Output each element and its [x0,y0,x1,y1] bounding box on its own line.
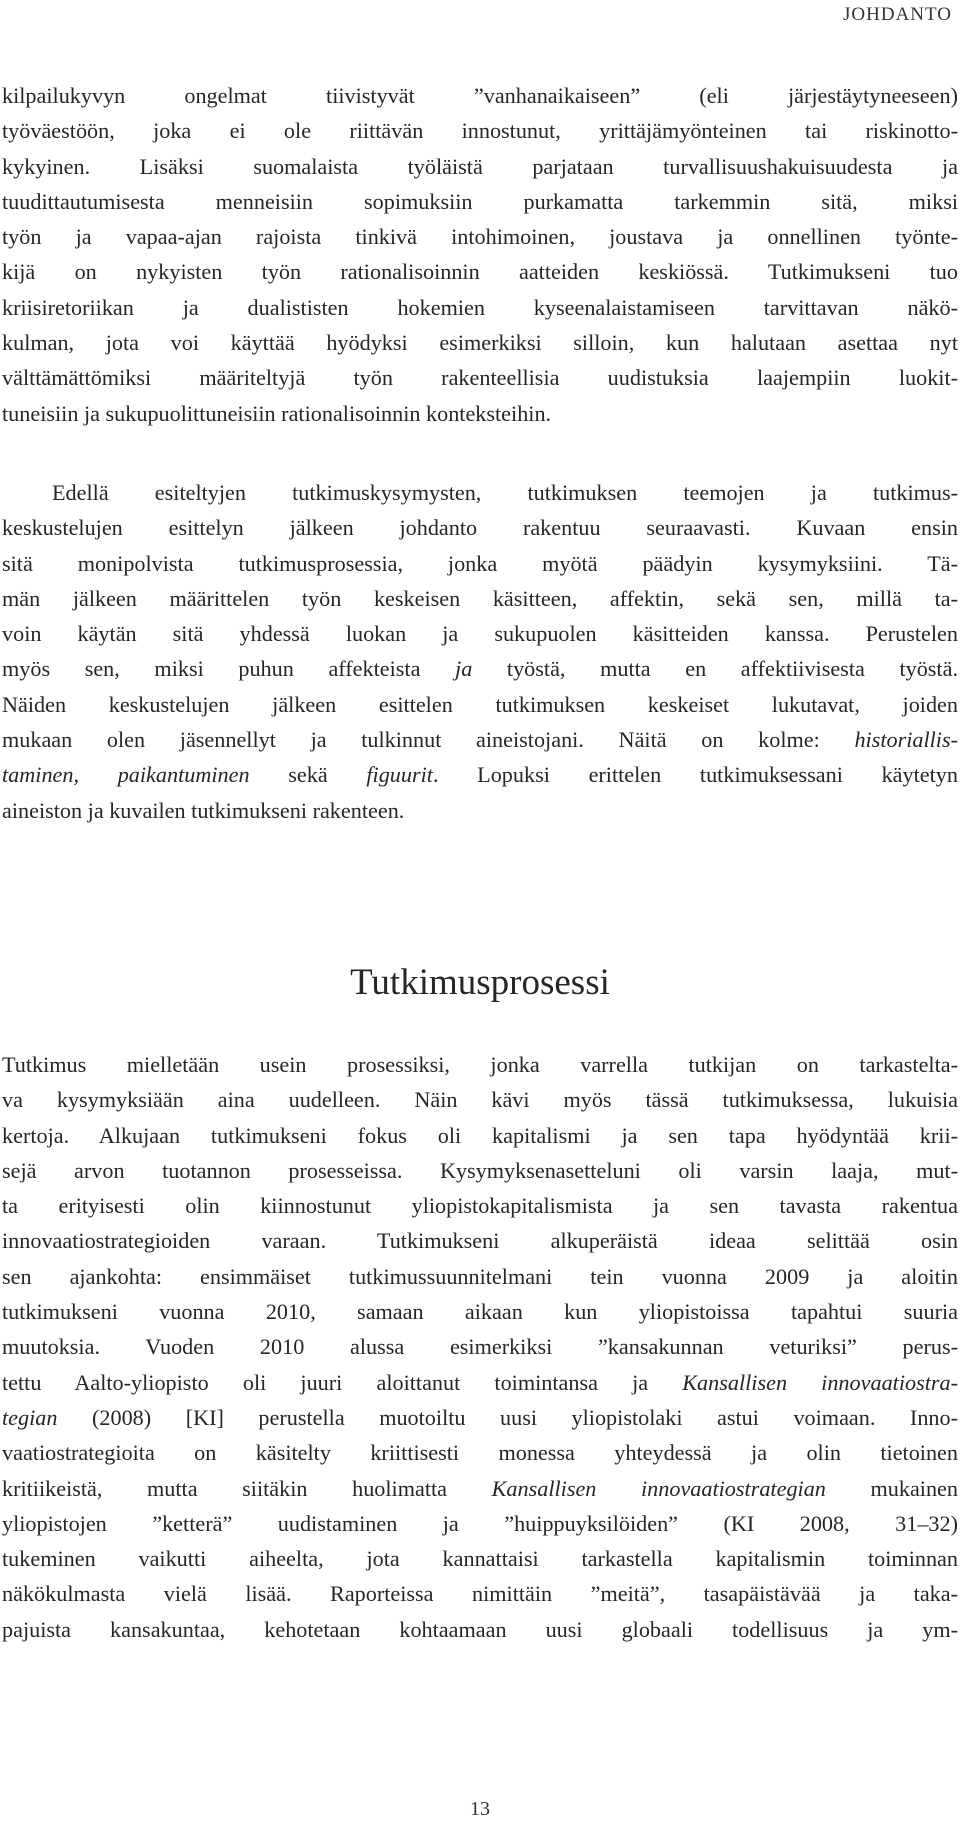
text-line: muutoksia. Vuoden 2010 alussa esimerkiksi ”kansakunnan veturiksi” perus- [2,1334,958,1360]
text-line: kilpailukyvyn ongelmat tiivistyvät ”vanhanaikaiseen” (eli järjestäytyneeseen) [2,83,958,108]
text-line: kijä on nykyisten työn rationalisoinnin aatteiden keskiössä. Tutkimukseni tuo [2,259,958,285]
text-run: myös sen, miksi puhun affekteista [2,656,456,682]
text-line: voin käytän sitä yhdessä luokan ja sukupuolen käsitteiden kanssa. Perustelen [2,621,958,647]
paragraph-2 [0,475,960,828]
text-run: kritiikeistä, mutta siitäkin huolimatta [2,1475,492,1501]
text-line: aineiston ja kuvailen tutkimukseni rakenteen. [2,797,405,823]
page-number: 13 [470,1798,490,1820]
section-heading: Tutkimusprosessi [350,962,610,1003]
text-line: kulman, jota voi käyttää hyödyksi esimerkiksi silloin, kun halutaan asettaa nyt [2,330,958,356]
italic-term: figuurit [366,762,433,788]
text-line: innovaatiostrategioiden varaan. Tutkimukseni alkuperäistä ideaa selittää osin [2,1228,958,1254]
text-line: män jälkeen määrittelen työn keskeisen käsitteen, affektin, sekä sen, millä ta- [2,585,958,611]
paragraph-3 [0,1047,960,1647]
text-line: tukeminen vaikutti aiheelta, jota kannattaisi tarkastella kapitalismin toiminnan [2,1546,958,1572]
text-line: näkökulmasta vielä lisää. Raporteissa nimittäin ”meitä”, tasapäistävää ja taka- [2,1581,958,1607]
text-line [0,1471,960,1506]
text-line: tutkimukseni vuonna 2010, samaan aikaan kun yliopistoissa tapahtui suuria [2,1299,958,1325]
text-line: Edellä esiteltyjen tutkimuskysymysten, tutkimuksen teemojen ja tutkimus- [52,480,958,505]
italic-term: historiallis- [854,727,958,753]
text-run: mukaan olen jäsennellyt ja tulkinnut aineistojani. Näitä on kolme: [2,727,855,753]
text-line: pajuista kansakuntaa, kehotetaan kohtaamaan uusi globaali todellisuus ja ym- [2,1616,958,1642]
paragraph-1 [0,78,960,431]
italic-title: tegian [2,1404,58,1430]
text-run: tettu Aalto-yliopisto oli juuri aloittanut toimintansa ja [2,1369,683,1395]
text-line: sen ajankohta: ensimmäiset tutkimussuunnitelmani tein vuonna 2009 ja aloitin [2,1263,958,1289]
text-line: kriisiretoriikan ja dualististen hokemien kyseenalaistamiseen tarvittavan näkö- [2,294,958,320]
text-line: työn ja vapaa-ajan rajoista tinkivä intohimoinen, joustava ja onnellinen työnte- [2,224,958,250]
text-line: välttämättömiksi määriteltyjä työn rakenteellisia uudistuksia laajempiin luokit- [2,365,958,391]
italic-title: Kansallisen innovaatiostrategian [491,1475,826,1501]
text-run: (2008) [KI] perustella muotoiltu uusi yliopistolaki astui voimaan. Inno- [57,1404,958,1430]
running-header: JOHDANTO [843,4,952,25]
text-run: sekä [249,762,367,788]
text-run: työstä, mutta en affektiivisesta työstä. [472,656,958,682]
italic-term: ja [455,656,473,682]
italic-term: taminen, paikantuminen [2,762,250,788]
text-run: . Lopuksi erittelen tutkimuksessani käytetyn [432,762,958,788]
text-line [0,651,960,686]
text-line: va kysymyksiään aina uudelleen. Näin kävi myös tässä tutkimuksessa, lukuisia [2,1087,958,1113]
text-line: yliopistojen ”ketterä” uudistaminen ja ”huippuyksilöiden” (KI 2008, 31–32) [2,1510,958,1536]
text-line: työväestöön, joka ei ole riittävän innostunut, yrittäjämyönteinen tai riskinotto- [2,118,958,144]
text-line: kykyinen. Lisäksi suomalaista työläistä parjataan turvallisuushakuisuudesta ja [2,153,958,179]
text-line: sitä monipolvista tutkimusprosessia, jonka myötä päädyin kysymyksiini. Tä- [2,550,958,576]
text-run: mukainen [825,1475,958,1501]
text-line [0,1365,960,1400]
text-line: Tutkimus mielletään usein prosessiksi, jonka varrella tutkijan on tarkastelta- [2,1052,958,1077]
text-line: tuneisiin ja sukupuolittuneisiin rationalisoinnin konteksteihin. [2,400,552,426]
text-line: kertoja. Alkujaan tutkimukseni fokus oli kapitalismi ja sen tapa hyödyntää krii- [2,1122,958,1148]
text-line: sejä arvon tuotannon prosesseissa. Kysymyksenasetteluni oli varsin laaja, mut- [2,1157,958,1183]
italic-title: Kansallisen innovaatiostra- [682,1369,958,1395]
text-line [0,722,960,757]
text-line: tuudittautumisesta menneisiin sopimuksiin purkamatta tarkemmin sitä, miksi [2,188,958,214]
text-line: ta erityisesti olin kiinnostunut yliopistokapitalismista ja sen tavasta rakentua [2,1193,958,1219]
text-line: Näiden keskustelujen jälkeen esittelen tutkimuksen keskeiset lukutavat, joiden [2,691,958,717]
text-line [0,757,960,792]
text-line: keskustelujen esittelyn jälkeen johdanto rakentuu seuraavasti. Kuvaan ensin [2,515,958,541]
text-line: vaatiostrategioita on käsitelty kriittisesti monessa yhteydessä ja olin tietoinen [2,1440,958,1466]
text-line [0,1400,960,1435]
